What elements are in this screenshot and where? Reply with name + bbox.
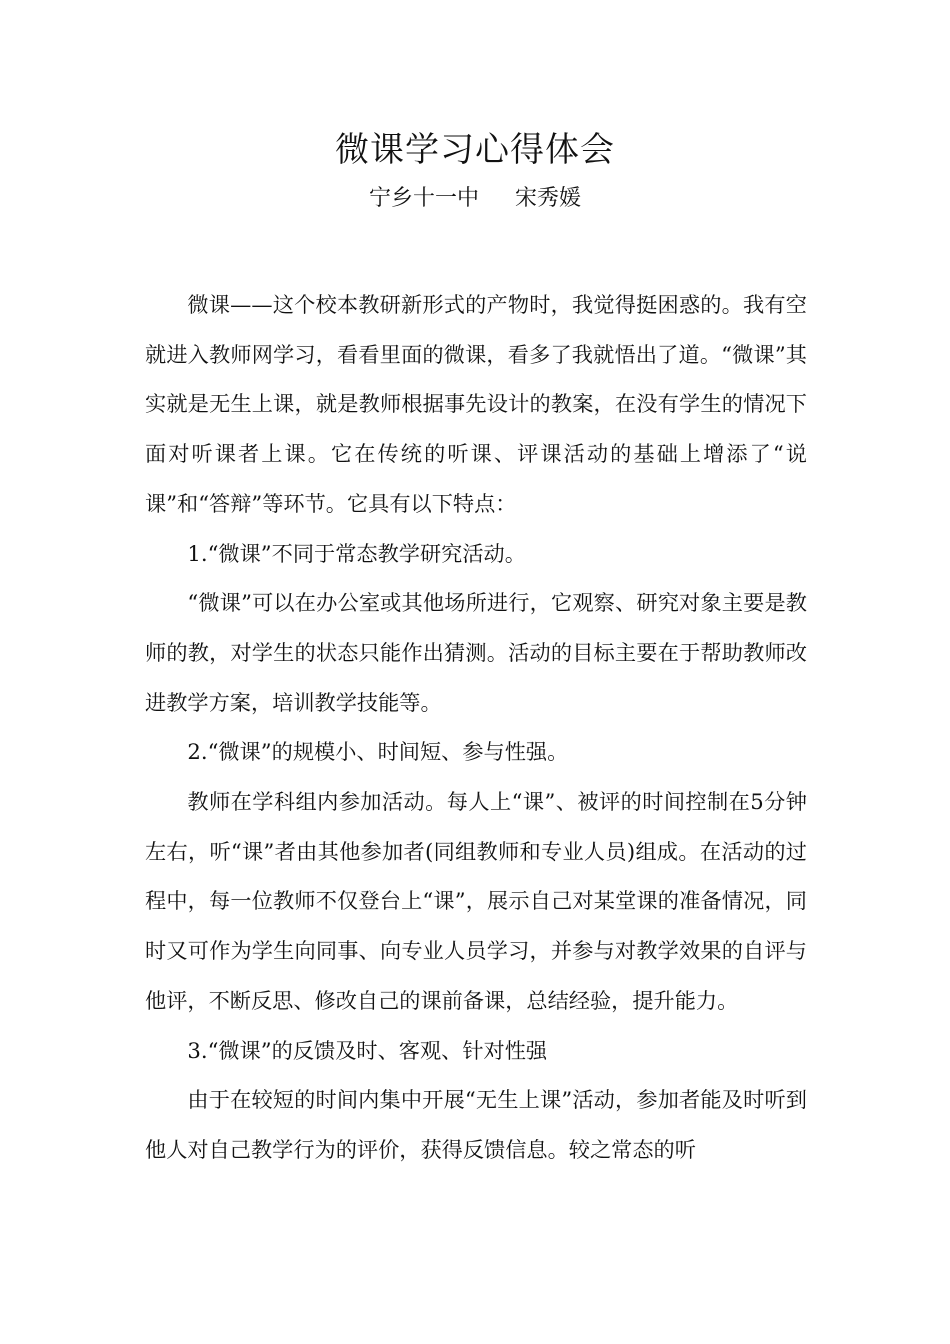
paragraph-point-1-body: “微课”可以在办公室或其他场所进行，它观察、研究对象主要是教师的教，对学生的状态只能作出猜测。活动的目标主要在于帮助教师改进教学方案，培训教学技能等。 [145,590,807,715]
school-name: 宁乡十一中 [368,186,479,211]
document-title: 微课学习心得体会 [335,130,615,170]
paragraph-point-2-heading: 2.“微课”的规模小、时间短、参与性强。 [187,739,569,765]
author-line [0,184,950,214]
paragraph-point-3-body: 由于在较短的时间内集中开展“无生上课”活动，参加者能及时听到他人对自己教学行为的评价，获得反馈信息。较之常态的听 [145,1087,807,1162]
author-name: 宋秀媛 [515,186,582,211]
paragraph-point-1-heading: 1.“微课”不同于常态教学研究活动。 [187,540,526,566]
paragraph-point-3-heading: 3.“微课”的反馈及时、客观、针对性强 [187,1037,548,1063]
document-body [145,280,807,1175]
paragraph-point-2-body: 教师在学科组内参加活动。每人上“课”、被评的时间控制在5分钟左右，听“课”者由其他参加者(同组教师和专业人员)组成。在活动的过程中，每一位教师不仅登台上“课”，展示自己对某堂课的准备情况，同时又可作为学生向同事、向专业人员学习，并参与对教学效果的自评与他评，不断反思、修改自己的课前备课，总结经验，提升能力。 [145,789,807,1013]
paragraph-intro: 微课——这个校本教研新形式的产物时，我觉得挺困惑的。我有空就进入教师网学习，看看里面的微课，看多了我就悟出了道。“微课”其实就是无生上课，就是教师根据事先设计的教案，在没有学生的情况下面对听课者上课。它在传统的听课、评课活动的基础上增添了“说课”和“答辩”等环节。它具有以下特点： [145,292,807,516]
